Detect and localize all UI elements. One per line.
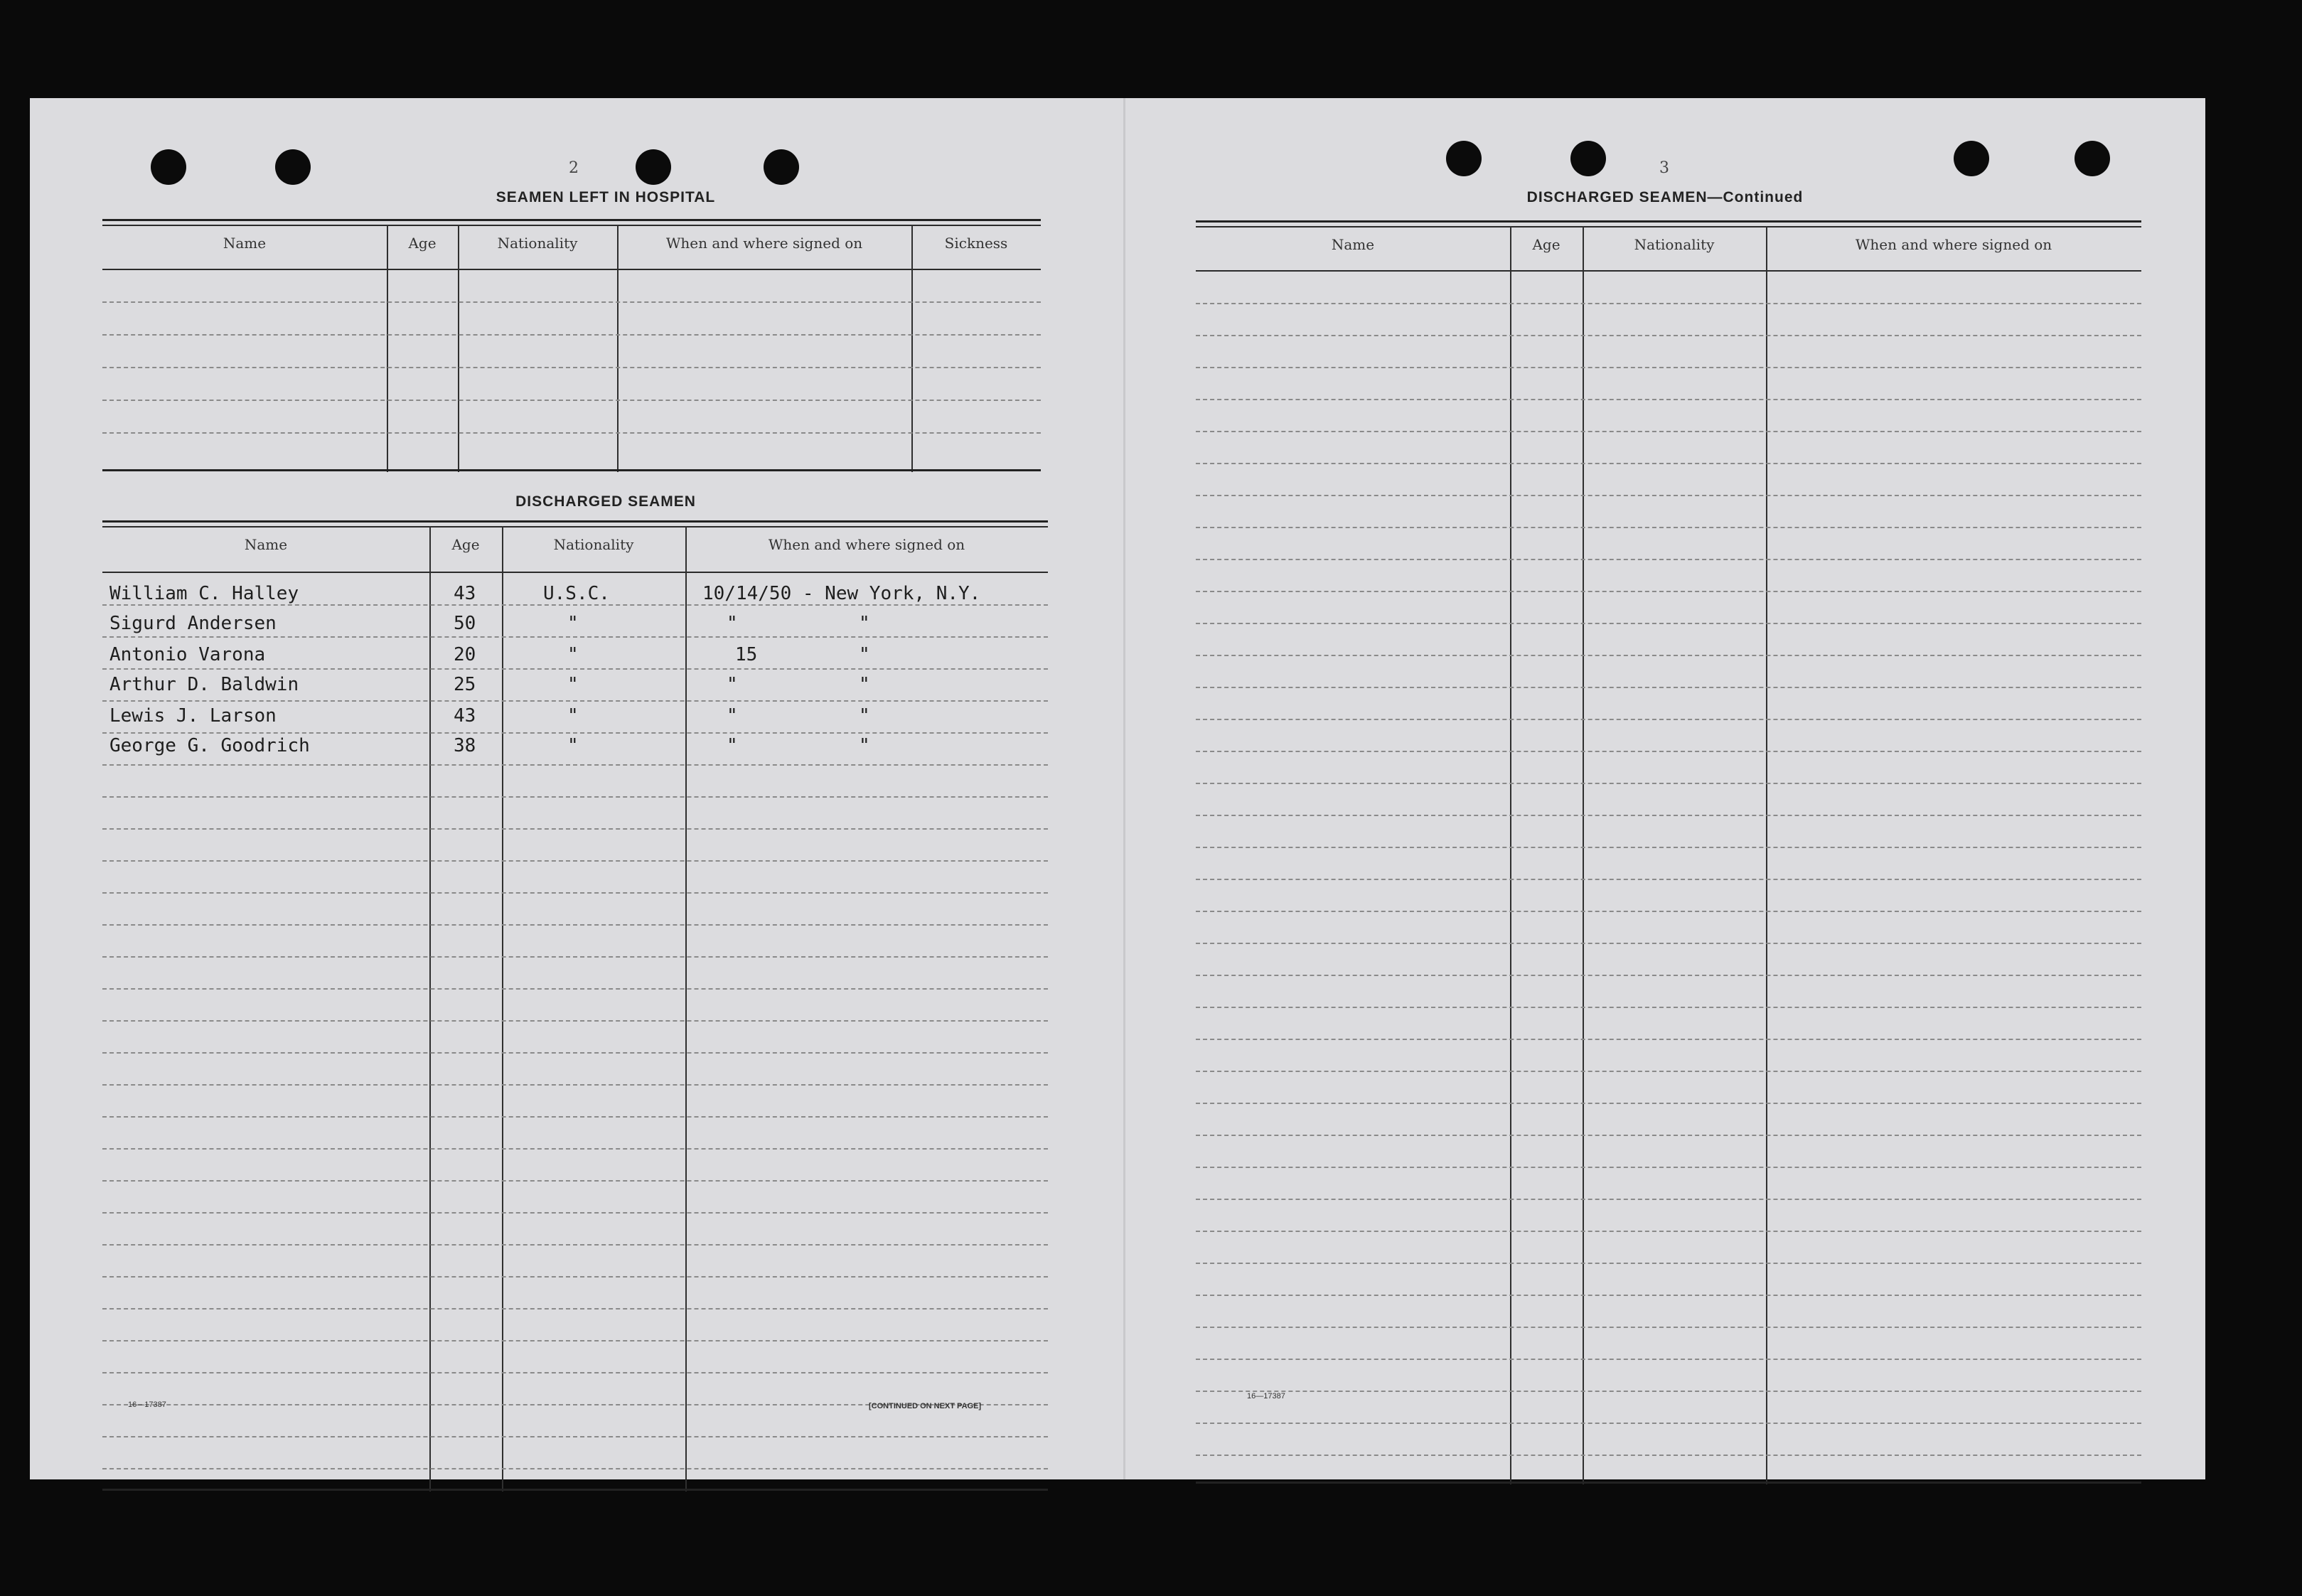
row-line bbox=[1196, 1359, 2141, 1360]
row-6-nationality: " bbox=[567, 735, 579, 756]
punch-hole bbox=[2075, 141, 2110, 176]
row-line bbox=[102, 1308, 1048, 1310]
hospital-section-title: SEAMEN LEFT IN HOSPITAL bbox=[496, 189, 716, 205]
col-header-sickness: Sickness bbox=[944, 235, 1008, 252]
row-line bbox=[102, 301, 1041, 303]
row-line bbox=[1196, 1295, 2141, 1296]
row-line bbox=[1196, 559, 2141, 560]
col-header-signed-on: When and where signed on bbox=[1855, 236, 2052, 253]
row-5-signed-date: " bbox=[727, 705, 738, 727]
col-header-age: Age bbox=[1532, 236, 1560, 253]
row-4-signed-date: " bbox=[727, 674, 738, 695]
column-divider bbox=[685, 526, 687, 1491]
column-divider bbox=[387, 225, 388, 472]
column-divider bbox=[617, 225, 619, 472]
row-line bbox=[1196, 719, 2141, 720]
continued-note: [CONTINUED ON NEXT PAGE] bbox=[869, 1402, 982, 1410]
row-line bbox=[102, 400, 1041, 401]
row-line bbox=[1196, 303, 2141, 304]
row-line bbox=[102, 1244, 1048, 1246]
col-header-age: Age bbox=[408, 235, 437, 252]
row-line bbox=[102, 700, 1048, 702]
col-header-nationality: Nationality bbox=[497, 235, 578, 252]
punch-hole bbox=[1954, 141, 1989, 176]
col-header-age: Age bbox=[451, 536, 480, 553]
row-line bbox=[102, 432, 1041, 434]
row-line bbox=[102, 860, 1048, 862]
page-number: 2 bbox=[569, 159, 579, 177]
table-rule bbox=[102, 225, 1041, 226]
table-rule bbox=[1196, 270, 2141, 272]
row-line bbox=[102, 796, 1048, 798]
row-line bbox=[102, 1084, 1048, 1086]
col-header-name: Name bbox=[1331, 236, 1375, 253]
row-4-signed-place: " bbox=[859, 674, 870, 695]
row-line bbox=[1196, 975, 2141, 976]
row-5-age: 43 bbox=[454, 705, 476, 727]
column-divider bbox=[911, 225, 913, 472]
discharged-continued-title: DISCHARGED SEAMEN—Continued bbox=[1526, 189, 1804, 205]
row-6-name: George G. Goodrich bbox=[109, 735, 310, 756]
row-line bbox=[102, 1276, 1048, 1278]
discharged-section-title: DISCHARGED SEAMEN bbox=[515, 493, 696, 510]
row-2-name: Sigurd Andersen bbox=[109, 613, 277, 634]
column-divider bbox=[502, 526, 503, 1491]
row-3-nationality: " bbox=[567, 644, 579, 665]
page-number: 3 bbox=[1659, 159, 1669, 177]
row-line bbox=[1196, 1071, 2141, 1072]
document-sheet bbox=[30, 98, 2205, 1479]
row-line bbox=[1196, 1199, 2141, 1200]
row-line bbox=[1196, 1039, 2141, 1040]
table-rule bbox=[102, 520, 1048, 523]
punch-hole bbox=[1446, 141, 1482, 176]
row-6-age: 38 bbox=[454, 735, 476, 756]
row-line bbox=[102, 1020, 1048, 1022]
row-line bbox=[1196, 1167, 2141, 1168]
row-line bbox=[102, 892, 1048, 894]
table-rule bbox=[102, 219, 1041, 221]
row-4-nationality: " bbox=[567, 674, 579, 695]
row-line bbox=[102, 1180, 1048, 1182]
row-2-signed-place: " bbox=[859, 613, 870, 634]
row-line bbox=[102, 1116, 1048, 1118]
table-rule bbox=[102, 269, 1041, 270]
row-line bbox=[1196, 1391, 2141, 1392]
row-line bbox=[1196, 879, 2141, 880]
row-line bbox=[1196, 847, 2141, 848]
row-3-age: 20 bbox=[454, 644, 476, 665]
row-line bbox=[102, 1340, 1048, 1341]
table-rule bbox=[1196, 220, 2141, 223]
row-line bbox=[102, 732, 1048, 734]
col-header-signed-on: When and where signed on bbox=[768, 536, 965, 553]
row-line bbox=[102, 1436, 1048, 1437]
row-line bbox=[1196, 783, 2141, 784]
row-line bbox=[102, 828, 1048, 830]
row-line bbox=[102, 764, 1048, 766]
row-line bbox=[1196, 1135, 2141, 1136]
row-6-signed-place: " bbox=[859, 735, 870, 756]
row-line bbox=[102, 367, 1041, 368]
row-line bbox=[102, 956, 1048, 958]
row-line bbox=[1196, 1007, 2141, 1008]
punch-hole bbox=[764, 149, 799, 185]
row-line bbox=[102, 636, 1048, 638]
row-line bbox=[102, 924, 1048, 926]
table-rule bbox=[102, 469, 1041, 471]
row-line bbox=[102, 334, 1041, 336]
col-header-signed-on: When and where signed on bbox=[665, 235, 863, 252]
col-header-name: Name bbox=[244, 536, 288, 553]
row-6-signed-date: " bbox=[727, 735, 738, 756]
row-line bbox=[1196, 1423, 2141, 1424]
table-rule bbox=[102, 526, 1048, 527]
form-number: 16—17387 bbox=[128, 1400, 166, 1409]
row-line bbox=[1196, 527, 2141, 528]
punch-hole bbox=[275, 149, 311, 185]
punch-hole bbox=[151, 149, 186, 185]
punch-hole bbox=[636, 149, 671, 185]
table-rule bbox=[102, 1489, 1048, 1491]
row-1-signed-on: 10/14/50 - New York, N.Y. bbox=[702, 583, 981, 604]
punch-hole bbox=[1570, 141, 1606, 176]
table-rule bbox=[102, 572, 1048, 573]
row-5-signed-place: " bbox=[859, 705, 870, 727]
row-line bbox=[1196, 367, 2141, 368]
row-line bbox=[1196, 431, 2141, 432]
table-rule bbox=[1196, 226, 2141, 227]
left-page bbox=[30, 98, 1125, 1479]
row-line bbox=[102, 1372, 1048, 1373]
row-3-name: Antonio Varona bbox=[109, 644, 266, 665]
row-line bbox=[1196, 911, 2141, 912]
row-line bbox=[1196, 1263, 2141, 1264]
row-line bbox=[1196, 623, 2141, 624]
row-3-signed-place: " bbox=[859, 644, 870, 665]
row-5-name: Lewis J. Larson bbox=[109, 705, 277, 727]
row-3-signed-date: 15 bbox=[735, 644, 758, 665]
row-line bbox=[1196, 399, 2141, 400]
column-divider bbox=[458, 225, 459, 472]
column-divider bbox=[429, 526, 431, 1491]
row-line bbox=[1196, 463, 2141, 464]
table-rule bbox=[1196, 1482, 2141, 1484]
row-line bbox=[1196, 751, 2141, 752]
row-line bbox=[102, 1468, 1048, 1469]
row-line bbox=[102, 668, 1048, 670]
row-line bbox=[1196, 1327, 2141, 1328]
row-line bbox=[102, 604, 1048, 606]
row-line bbox=[102, 988, 1048, 990]
row-2-signed-date: " bbox=[727, 613, 738, 634]
row-5-nationality: " bbox=[567, 705, 579, 727]
row-line bbox=[1196, 1455, 2141, 1456]
row-line bbox=[1196, 591, 2141, 592]
col-header-nationality: Nationality bbox=[1634, 236, 1715, 253]
row-line bbox=[1196, 495, 2141, 496]
col-header-name: Name bbox=[223, 235, 267, 252]
row-1-nationality: U.S.C. bbox=[543, 583, 610, 604]
row-4-name: Arthur D. Baldwin bbox=[109, 674, 299, 695]
row-line bbox=[1196, 655, 2141, 656]
row-line bbox=[1196, 1103, 2141, 1104]
form-number: 16—17387 bbox=[1247, 1392, 1285, 1400]
row-line bbox=[102, 1148, 1048, 1150]
row-line bbox=[1196, 335, 2141, 336]
row-line bbox=[1196, 687, 2141, 688]
row-line bbox=[102, 1052, 1048, 1054]
row-line bbox=[1196, 815, 2141, 816]
row-line bbox=[1196, 1231, 2141, 1232]
row-2-nationality: " bbox=[567, 613, 579, 634]
row-line bbox=[1196, 943, 2141, 944]
row-2-age: 50 bbox=[454, 613, 476, 634]
right-page bbox=[1125, 98, 2205, 1479]
col-header-nationality: Nationality bbox=[553, 536, 634, 553]
row-4-age: 25 bbox=[454, 674, 476, 695]
row-1-age: 43 bbox=[454, 583, 476, 604]
row-1-name: William C. Halley bbox=[109, 583, 299, 604]
row-line bbox=[102, 1212, 1048, 1214]
